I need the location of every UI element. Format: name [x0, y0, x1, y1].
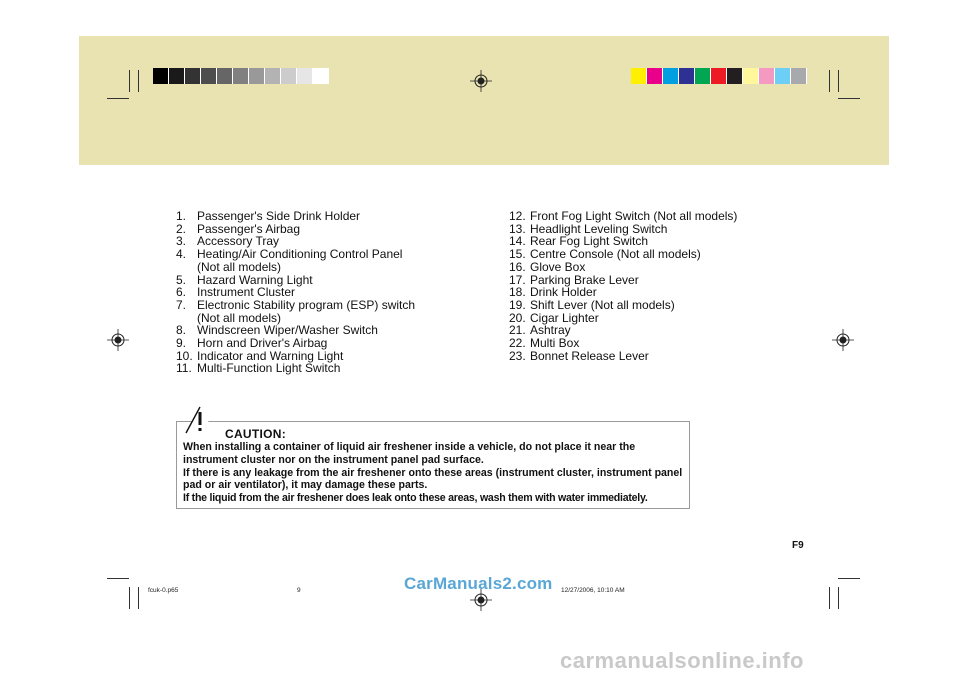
list-item-text: Indicator and Warning Light: [197, 348, 344, 363]
list-item-text: Cigar Lighter: [530, 310, 599, 325]
list-item-number: 2.: [176, 221, 187, 236]
list-item-text: Windscreen Wiper/Washer Switch: [197, 323, 378, 338]
color-swatch: [297, 68, 313, 84]
list-item-number: 17.: [509, 272, 526, 287]
crop-mark: [838, 578, 860, 579]
color-swatch: [233, 68, 249, 84]
crop-mark: [838, 587, 839, 609]
grayscale-calibration-bar: [153, 68, 329, 84]
list-item-number: 18.: [509, 285, 526, 300]
color-swatch: [647, 68, 663, 84]
list-item-continuation: [176, 261, 426, 274]
color-swatch: [249, 68, 265, 84]
list-item-text: Front Fog Light Switch (Not all models): [530, 209, 738, 223]
color-swatch: [679, 68, 695, 84]
list-item-number: 16.: [509, 259, 526, 274]
list-item-text: Glove Box: [530, 259, 586, 274]
list-item-text: Instrument Cluster: [197, 285, 296, 300]
registration-mark-icon: [470, 70, 492, 92]
color-swatch: [711, 68, 727, 84]
color-swatch: [743, 68, 759, 84]
color-swatch: [631, 68, 647, 84]
crop-mark: [107, 98, 129, 99]
list-item-text: Electronic Stability program (ESP) switch: [197, 297, 416, 312]
crop-mark: [138, 70, 139, 92]
list-item: [176, 299, 426, 312]
list-item-number: 3.: [176, 234, 187, 249]
caution-line: If the liquid from the air freshener does leak onto these areas, wash them with water immediately.: [183, 492, 648, 505]
list-item: [176, 248, 426, 261]
footer-file-name: fcuk-0.p65: [148, 587, 179, 594]
color-swatch: [169, 68, 185, 84]
registration-mark-icon: [107, 329, 129, 351]
list-item-number: 13.: [509, 221, 526, 236]
list-item-number: 23.: [509, 348, 526, 363]
list-item-number: 12.: [509, 209, 526, 223]
color-swatch: [153, 68, 169, 84]
color-swatch: [185, 68, 201, 84]
component-list-left: [176, 210, 426, 375]
crop-mark: [129, 587, 130, 609]
component-list-right: [509, 210, 749, 362]
list-item-number: 22.: [509, 336, 526, 351]
print-header-band: [79, 36, 889, 165]
list-item-number: 19.: [509, 297, 526, 312]
crop-mark: [838, 98, 860, 99]
list-item-number: 10.: [176, 348, 193, 363]
list-item-number: 15.: [509, 247, 526, 262]
list-item-number: 11.: [176, 361, 192, 376]
footer-datetime: 12/27/2006, 10:10 AM: [561, 587, 625, 594]
color-swatch: [663, 68, 679, 84]
list-item-number: 21.: [509, 323, 526, 338]
list-item-text: Rear Fog Light Switch: [530, 234, 649, 249]
list-item-text: Heating/Air Conditioning Control Panel: [197, 247, 403, 262]
footer-page: 9: [297, 587, 301, 594]
list-item: [509, 248, 749, 261]
color-swatch: [791, 68, 807, 84]
caution-text: [183, 441, 683, 505]
list-item-number: 20.: [509, 310, 526, 325]
list-item-text: Multi Box: [530, 336, 580, 351]
list-item: [509, 299, 749, 312]
list-item-text: Headlight Leveling Switch: [530, 221, 668, 236]
list-item: [509, 210, 749, 223]
site-watermark: carmanualsonline.info: [560, 648, 804, 673]
list-item-number: 1.: [176, 209, 187, 223]
list-item-text: Multi-Function Light Switch: [197, 361, 341, 376]
list-item: [509, 337, 749, 350]
color-swatch: [759, 68, 775, 84]
caution-title: CAUTION:: [225, 427, 287, 441]
list-item-number: 6.: [176, 285, 187, 300]
list-item-number: 5.: [176, 272, 187, 287]
list-item-text: Bonnet Release Lever: [530, 348, 649, 363]
caution-line: If there is any leakage from the air freshener onto these areas (instrument cluster, instrument panel pad or air ventilator), it may damage these parts.: [183, 466, 683, 492]
caution-line: When installing a container of liquid air freshener inside a vehicle, do not place it near the instrument cluster nor on the instrument panel pad surface.: [183, 441, 636, 466]
crop-mark: [829, 587, 830, 609]
page-number: F9: [792, 540, 804, 551]
list-item-number: 4.: [176, 247, 187, 262]
caution-box: [176, 421, 690, 509]
list-item-number: 8.: [176, 323, 187, 338]
list-item-text: Passenger's Airbag: [197, 221, 301, 236]
list-item-text: Centre Console (Not all models): [530, 247, 701, 262]
color-swatch: [201, 68, 217, 84]
list-item-text: Passenger's Side Drink Holder: [197, 209, 361, 223]
list-item-text: Accessory Tray: [197, 234, 280, 249]
crop-mark: [138, 587, 139, 609]
list-item-number: 9.: [176, 336, 187, 351]
color-swatch: [727, 68, 743, 84]
list-item-number: 7.: [176, 297, 187, 312]
list-item: [509, 350, 749, 363]
list-item: [176, 210, 426, 223]
registration-mark-icon: [832, 329, 854, 351]
color-swatch: [217, 68, 233, 84]
color-swatch: [265, 68, 281, 84]
color-swatch: [695, 68, 711, 84]
color-swatch: [281, 68, 297, 84]
list-item-text: Hazard Warning Light: [197, 272, 313, 287]
carmanuals-watermark: CarManuals2.com: [404, 574, 553, 593]
crop-mark: [829, 70, 830, 92]
crop-mark: [107, 578, 129, 579]
list-item-text: Parking Brake Lever: [530, 272, 639, 287]
list-item: [176, 362, 426, 375]
crop-mark: [838, 70, 839, 92]
list-item-text: Drink Holder: [530, 285, 597, 300]
list-item-text: Shift Lever (Not all models): [530, 297, 675, 312]
warning-exclamation-icon: [183, 406, 217, 436]
list-item-subtext: (Not all models): [197, 259, 282, 274]
list-item-text: Ashtray: [530, 323, 571, 338]
list-item: [509, 261, 749, 274]
crop-mark: [129, 70, 130, 92]
color-calibration-bar: [631, 68, 807, 84]
color-swatch: [313, 68, 329, 84]
list-item-subtext: (Not all models): [197, 310, 282, 325]
list-item-text: Horn and Driver's Airbag: [197, 336, 328, 351]
list-item: [176, 337, 426, 350]
color-swatch: [775, 68, 791, 84]
list-item-number: 14.: [509, 234, 526, 249]
